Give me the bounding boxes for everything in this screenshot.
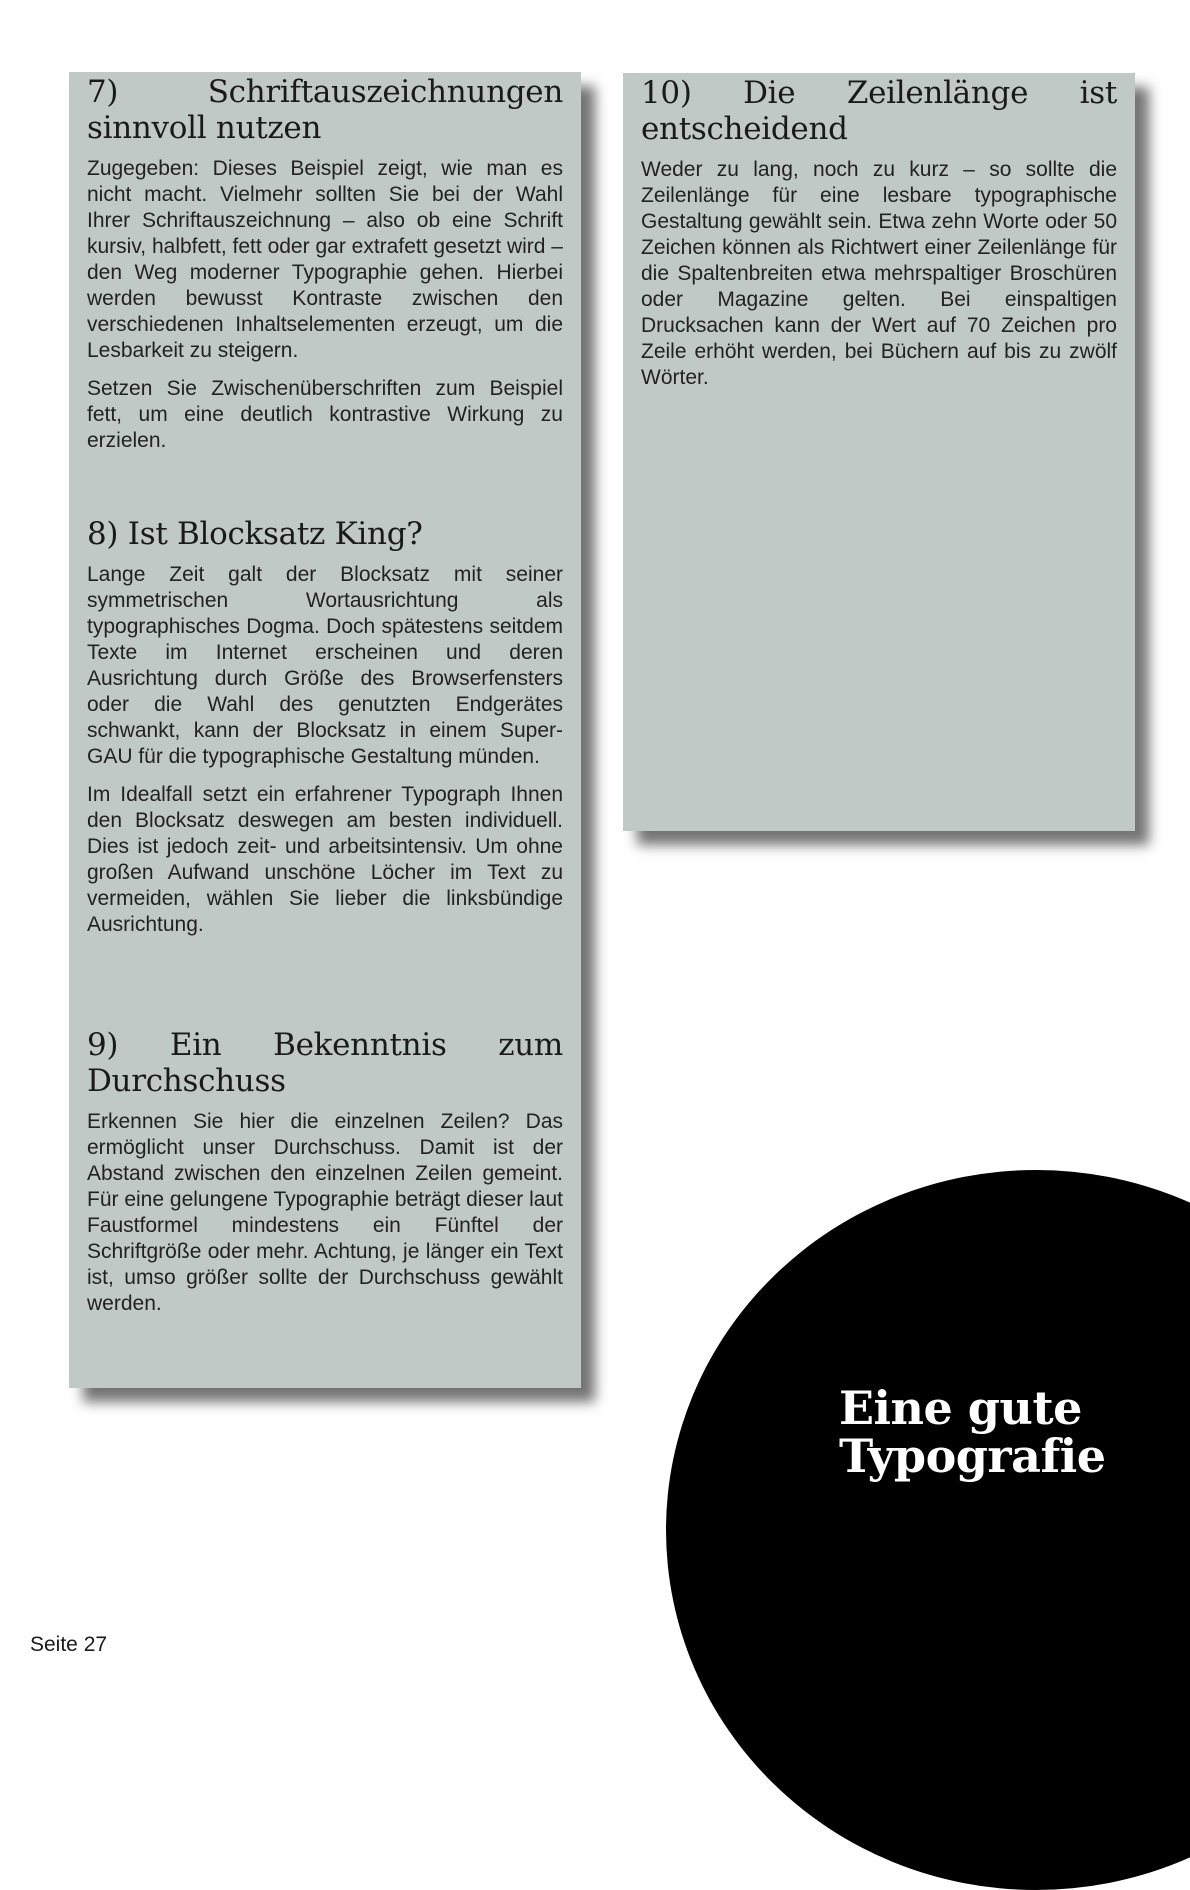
left-text-panel: [69, 72, 581, 1388]
page-number: Seite 27: [30, 1633, 108, 1656]
section-8: [87, 516, 563, 950]
section-10: [641, 75, 1117, 403]
section-9-heading: 9) Ein Bekenntnis zum Durchschuss: [87, 1027, 563, 1099]
cover-title: Eine gute Typografie: [839, 1381, 1106, 1483]
section-7-paragraph-1: Zugegeben: Dieses Beispiel zeigt, wie man es nicht macht. Vielmehr sollten Sie bei der Wahl Ihrer Schriftauszeichnung – also ob eine Schrift kursiv, halbfett, fett oder gar extrafett gesetzt wird – den Weg moderner Typographie gehen. Hierbei werden bewusst Kontraste zwischen den verschiedenen Inhaltselementen erzeugt, um die Lesbarkeit zu steigern.: [87, 157, 563, 362]
section-8-paragraph-1: Lange Zeit galt der Blocksatz mit seiner symmetrischen Wortausrichtung als typographisches Dogma. Doch spätestens seitdem Texte im Internet erscheinen und deren Ausrichtung durch Größe des Browserfensters oder die Wahl des genutzten Endgerätes schwankt, kann der Blocksatz in einem Super-GAU für die typographische Gestaltung münden.: [87, 563, 563, 768]
section-7-heading: 7) Schriftauszeichnungen sinnvoll nutzen: [87, 74, 563, 146]
section-10-paragraph-1: Weder zu lang, noch zu kurz – so sollte die Zeilenlänge für eine lesbare typographische Gestaltung gewählt sein. Etwa zehn Worte oder 50 Zeichen können als Richtwert einer Zeilenlänge für die Spaltenbreiten etwa mehrspaltiger Broschüren oder Magazine gelten. Bei einspaltigen Drucksachen kann der Wert auf 70 Zeichen pro Zeile erhöht werden, bei Büchern auf bis zu zwölf Wörter.: [641, 158, 1117, 389]
section-7: [87, 74, 563, 466]
black-circle-decoration: [666, 1170, 1190, 1890]
section-7-paragraph-2: Setzen Sie Zwischenüberschriften zum Beispiel fett, um eine deutlich kontrastive Wirkung zu erzielen.: [87, 377, 563, 452]
section-9: [87, 1027, 563, 1329]
right-text-panel: [623, 73, 1135, 831]
section-10-heading: 10) Die Zeilenlänge ist entscheidend: [641, 75, 1117, 147]
section-8-paragraph-2: Im Idealfall setzt ein erfahrener Typograph Ihnen den Blocksatz deswegen am besten individuell. Dies ist jedoch zeit- und arbeitsintensiv. Um ohne großen Aufwand unschöne Löcher im Text zu vermeiden, wählen Sie lieber die linksbündige Ausrichtung.: [87, 783, 563, 936]
section-9-paragraph-1: Erkennen Sie hier die einzelnen Zeilen? Das ermöglicht unser Durchschuss. Damit ist der Abstand zwischen den einzelnen Zeilen gemeint. Für eine gelungene Typographie beträgt dieser laut Faustformel mindestens ein Fünftel der Schriftgröße oder mehr. Achtung, je länger ein Text ist, umso größer sollte der Durchschuss gewählt werden.: [87, 1110, 563, 1315]
section-8-heading: 8) Ist Blocksatz King?: [87, 516, 423, 552]
